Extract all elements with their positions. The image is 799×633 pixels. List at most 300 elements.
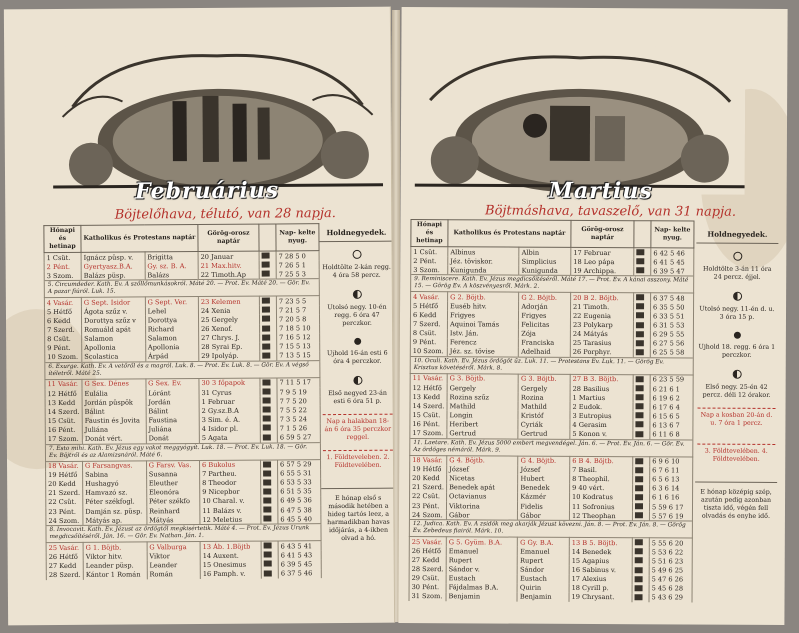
- day-number: 8: [412, 329, 418, 338]
- weekday: Csüt.: [419, 329, 437, 338]
- calendar-table: [409, 219, 695, 602]
- greek-saint: 24 Xenia: [198, 306, 259, 316]
- protestant-name: G Valburga: [147, 542, 200, 552]
- catholic-saint: Gyertyasz.B.A.: [81, 261, 145, 271]
- protestant-name: Benedek: [518, 483, 570, 492]
- sun-sign-note: Nap a halakban 18-án 6 óra 35 perczkor reggel.: [323, 414, 393, 442]
- zodiac-icon: [259, 261, 276, 270]
- protestant-name: Leander: [147, 560, 200, 569]
- day-number: 14: [412, 401, 421, 410]
- day-cell: [46, 498, 83, 507]
- sunrise-sunset: 6 23 5 59: [650, 375, 693, 385]
- day-number: 23: [48, 507, 57, 516]
- col-header-greek: Görög-orosz naptár: [571, 220, 634, 247]
- protestant-name: Lóránt: [146, 388, 199, 397]
- day-number: 11: [412, 374, 422, 383]
- weekday: Szerd.: [58, 407, 80, 416]
- greek-saint: 6 Bukolus: [200, 460, 261, 470]
- weekday: Vasár.: [59, 543, 80, 552]
- day-cell: [410, 373, 447, 383]
- greek-saint: 16 Pamph. v.: [200, 569, 261, 579]
- sunrise-sunset: 6 29 5 55: [650, 330, 693, 339]
- day-row: [46, 569, 321, 580]
- catholic-saint: Faustin és Jovita: [82, 416, 146, 426]
- sunrise-sunset: 6 5 6 13: [650, 475, 693, 484]
- catholic-saint: Viktor hitv.: [83, 552, 147, 562]
- day-cell: [410, 474, 447, 483]
- catholic-saint: Fájdalmas B.A.: [446, 583, 517, 592]
- zodiac-icon: [633, 384, 650, 393]
- day-cell: [46, 570, 83, 579]
- day-cell: [45, 407, 82, 416]
- day-cell: [410, 483, 447, 492]
- zodiac-icon: [260, 433, 277, 443]
- sunrise-sunset: 7 9 5 19: [277, 387, 320, 396]
- sunrise-sunset: 6 31 5 53: [650, 321, 693, 330]
- gospel-note: 9. Reminiscere. Kath. Ev. Jézus megdicsőítéséről. Máté 17. — Prot. Ev. A kánai asszony. Máté 15. — Görög Ev. A köszvényesről. Márk. 2.: [411, 275, 694, 293]
- moon-text: Holdtölte 3-án 11 óra 24 percz. éjjel.: [703, 265, 772, 281]
- catholic-saint: Ágota szűz v.: [81, 307, 145, 317]
- protestant-name: Gertrud: [518, 429, 570, 439]
- protestant-name: Benjamin: [517, 592, 569, 601]
- weekday: Pént.: [53, 344, 71, 353]
- greek-saint: 1 Martius: [570, 393, 633, 402]
- zodiac-icon: [634, 266, 651, 276]
- protestant-name: Cyriák: [518, 420, 570, 429]
- catholic-saint: Viktorina: [446, 501, 517, 510]
- catholic-saint: Octavianus: [447, 492, 518, 501]
- greek-saint: 12 Theophan: [569, 511, 632, 521]
- moon-first-quarter: [322, 374, 392, 406]
- catholic-saint: Benedek apát: [447, 483, 518, 492]
- protestant-name: Albin: [519, 247, 571, 257]
- zodiac-icon: [633, 330, 650, 339]
- calendar-body: [44, 251, 321, 580]
- greek-saint: 20 B 2. Böjtb.: [571, 293, 634, 303]
- zodiac-icon: [632, 575, 649, 584]
- day-cell: [409, 574, 446, 583]
- sunrise-sunset: 7 3 5 24: [277, 414, 320, 423]
- protestant-name: Lehel: [145, 306, 198, 315]
- day-cell: [44, 298, 81, 308]
- catholic-saint: Gábor: [446, 510, 517, 520]
- protestant-name: Apollonia: [145, 343, 198, 352]
- greek-saint: 21 Max.hitv.: [198, 261, 259, 271]
- catholic-saint: Emanuel: [446, 547, 517, 556]
- protestant-name: Árpád: [145, 352, 198, 362]
- zodiac-icon: [260, 351, 277, 361]
- new-moon-icon: [354, 338, 361, 345]
- weekday: Vasár.: [422, 537, 443, 546]
- day-number: 1: [46, 253, 51, 262]
- catholic-saint: Rozina szűz: [447, 392, 518, 401]
- day-number: 4: [413, 292, 418, 301]
- day-number: 24: [48, 516, 57, 525]
- day-number: 7: [47, 326, 52, 335]
- day-cell: [411, 256, 448, 265]
- moon-text: Utolsó negy. 11-én d. u. 3 óra 15 p.: [699, 305, 775, 321]
- day-cell: [410, 311, 447, 320]
- zodiac-icon: [260, 424, 277, 433]
- day-number: 31: [411, 592, 420, 601]
- moon-phases: [319, 223, 395, 544]
- sunrise-sunset: 6 45 5 40: [278, 514, 321, 524]
- greek-saint: 2 Eudok.: [570, 402, 633, 411]
- zodiac-icon: [632, 566, 649, 575]
- day-number: 13: [47, 398, 57, 407]
- catholic-saint: Donát vért.: [82, 434, 146, 444]
- sunrise-sunset: 6 55 5 31: [278, 469, 321, 478]
- catholic-saint: Salamon: [82, 334, 146, 344]
- day-cell: [409, 555, 446, 564]
- greek-saint: 11 Balázs v.: [200, 506, 261, 516]
- col-header-catholic: Katholikus és Protestans naptár: [81, 225, 198, 253]
- greek-saint: 1 Februar: [199, 397, 260, 407]
- day-row: [409, 592, 692, 603]
- col-header-zodiac: [634, 221, 651, 248]
- catholic-saint: Leander püsp.: [83, 561, 147, 571]
- zodiac-icon: [261, 506, 278, 515]
- protestant-name: Brigitta: [145, 252, 198, 262]
- catholic-saint: G 5. Gyüm. B.A.: [446, 537, 517, 547]
- sunrise-sunset: 7 23 5 5: [276, 296, 319, 306]
- day-number: 21: [412, 483, 421, 492]
- zodiac-icon: [633, 430, 650, 440]
- weekday: Csüt.: [422, 492, 440, 501]
- zodiac-icon: [633, 393, 650, 402]
- weekday: Kedd: [423, 392, 441, 401]
- day-cell: [46, 552, 83, 561]
- day-number: 5: [46, 307, 52, 316]
- catholic-saint: Hushagyó: [83, 479, 147, 489]
- day-cell: [410, 383, 447, 392]
- protestant-name: Eustach: [517, 574, 569, 583]
- day-number: 17: [412, 429, 421, 438]
- day-cell: [46, 543, 83, 553]
- weekday: Kedd: [422, 556, 440, 565]
- greek-saint: 16 Sabinus v.: [569, 565, 632, 574]
- calendar-table-wrap: [43, 223, 321, 580]
- gospel-note: 12. Judica. Kath. Ev. A zsidók meg akarják Jézust kövezni. Ján. 8. — Prot. Ev. Ján. 8. — Görög Ev. Zebedeus fiairól. Márk. 10.: [409, 520, 692, 538]
- catholic-saint: Nicetas: [447, 474, 518, 483]
- greek-saint: 3 Sim. é. A.: [199, 415, 260, 425]
- greek-saint: 20 Januar: [198, 251, 259, 261]
- catholic-saint: Romuáld apát: [82, 325, 146, 335]
- day-cell: [46, 507, 83, 516]
- gospel-note-row: [410, 438, 693, 456]
- protestant-name: Gábor: [518, 511, 570, 521]
- catholic-saint: Dorottya szűz v: [81, 316, 145, 326]
- weekday: Szom.: [52, 271, 74, 280]
- sunrise-sunset: 6 37 5 46: [278, 569, 321, 578]
- sunrise-sunset: 7 13 5 15: [277, 351, 320, 361]
- weekday: Pént.: [419, 256, 437, 265]
- sunrise-sunset: 6 43 5 41: [278, 541, 321, 551]
- catholic-saint: Ignácz püsp. v.: [81, 252, 145, 262]
- day-cell: [46, 461, 83, 471]
- day-number: 18: [412, 456, 421, 465]
- day-cell: [46, 489, 83, 498]
- gospel-note: 7. Esto mihi. Kath. Ev. Jézus egy vakot meggyógyít. Luk. 18. — Prot. Ev. Luk. 18. — Gör. Ev. Böjtről és az Alamizsnáról. Máté 6.: [45, 442, 320, 461]
- weekday: Hétfő: [58, 389, 77, 398]
- zodiac-icon: [634, 248, 651, 258]
- greek-saint: 22 Timoth.Ap: [198, 270, 259, 280]
- catholic-saint: Kántor 1 Román: [83, 570, 147, 580]
- greek-saint: 14 Benedek: [569, 547, 632, 556]
- greek-saint: 14 Auxent.: [200, 551, 261, 561]
- day-number: 28: [411, 565, 421, 574]
- col-header-day: Hónapi és hetinap: [411, 220, 448, 247]
- catholic-saint: G Sex. Dénes: [82, 379, 146, 389]
- sunrise-sunset: 5 59 6 17: [649, 502, 692, 511]
- day-number: 23: [411, 501, 421, 510]
- zodiac-icon: [633, 412, 650, 421]
- sunrise-sunset: 5 43 6 29: [649, 593, 692, 602]
- protestant-name: Susanna: [146, 470, 199, 479]
- weekday: Kedd: [422, 474, 440, 483]
- greek-saint: 12 Meletius: [200, 515, 261, 525]
- day-number: 6: [47, 317, 52, 326]
- weekday: Kedd: [53, 316, 71, 325]
- weekday: Szom.: [419, 265, 440, 274]
- day-number: 3: [413, 265, 418, 274]
- zodiac-icon: [632, 584, 649, 593]
- catholic-saint: Apollonia: [82, 343, 146, 353]
- catholic-saint: Bálint: [82, 407, 146, 417]
- weekday: Szom.: [422, 510, 443, 519]
- day-number: 21: [48, 489, 57, 498]
- protestant-name: Jordán: [146, 397, 199, 406]
- day-cell: [409, 546, 446, 555]
- sunrise-sunset: 7 16 5 12: [277, 333, 320, 342]
- protestant-name: Juliána: [146, 424, 199, 433]
- weekday: Pént.: [419, 338, 437, 347]
- greek-saint: 24 Mátyás: [570, 330, 633, 339]
- zodiac-icon: [261, 551, 278, 560]
- day-cell: [410, 455, 447, 465]
- catholic-saint: Heribert: [447, 420, 518, 429]
- greek-saint: 9 40 vért.: [570, 484, 633, 493]
- moon-last-quarter: [698, 290, 776, 322]
- protestant-name: Eleuther: [146, 479, 199, 488]
- day-number: 19: [412, 465, 421, 474]
- col-header-zodiac: [259, 224, 276, 251]
- weekday: Kedd: [59, 561, 77, 570]
- weekday: Szom.: [58, 516, 80, 525]
- day-cell: [410, 347, 447, 357]
- zodiac-icon: [633, 402, 650, 411]
- weekday: Csüt.: [58, 498, 77, 507]
- day-cell: [411, 247, 448, 257]
- weekday: Szom.: [422, 429, 444, 438]
- sunrise-sunset: 6 9 6 10: [650, 456, 693, 466]
- protestant-name: G Sex. Ev.: [146, 378, 199, 388]
- day-number: 10: [412, 347, 422, 356]
- sun-sign-note: Nap a kosban 20-án d. u. 7 óra 1 percz.: [697, 408, 775, 436]
- last-quarter-icon: [352, 290, 361, 299]
- col-header-greek: Görög-orosz naptár: [198, 224, 259, 251]
- catholic-saint: G Farsangvas.: [83, 460, 147, 470]
- greek-saint: 22 Eugenia: [570, 311, 633, 320]
- day-number: 19: [48, 471, 57, 480]
- zodiac-icon: [632, 538, 649, 548]
- catholic-saint: G Sept. Isidor: [81, 297, 145, 307]
- gospel-note: 6. Exurge. Kath. Ev. A vetőről és a magról. Luk. 8. — Prot. Ev. Luk. 8. — Gör. Ev. A végső ítéletről. Máté 25.: [45, 361, 320, 380]
- weekday: Csüt.: [58, 416, 76, 425]
- right-page: [398, 7, 787, 625]
- left-page: [4, 7, 395, 626]
- zodiac-icon: [261, 541, 278, 551]
- greek-saint: 26 Porphyr.: [570, 348, 633, 358]
- greek-saint: 28 Basilius: [570, 384, 633, 393]
- engraving-vignette: [52, 45, 383, 195]
- day-number: 5: [413, 301, 418, 310]
- greek-saint: 6 B 4. Böjtb.: [570, 456, 633, 466]
- day-number: 25: [48, 543, 58, 552]
- zodiac-icon: [260, 333, 277, 342]
- moon-new: [322, 336, 392, 366]
- catholic-saint: Péter székfogl.: [83, 497, 147, 507]
- last-quarter-icon: [733, 292, 742, 301]
- zodiac-icon: [634, 257, 651, 266]
- protestant-name: Quirin: [517, 583, 569, 592]
- gospel-note: 11. Laetare. Kath. Ev. Jézus 5000 embert megvendégel. Ján. 6. — Prot. Ev. Ján. 6. — Gör. Ev. Az ördöges némáról. Márk. 9.: [410, 438, 693, 456]
- catholic-saint: G 2. Böjtb.: [448, 292, 519, 302]
- weekday: Kedd: [58, 480, 76, 489]
- weekday: Kedd: [58, 398, 76, 407]
- catholic-saint: Scolastica: [82, 352, 146, 362]
- gospel-note-row: [411, 275, 694, 293]
- catholic-saint: Jéz. sz. tövise: [447, 347, 518, 357]
- catholic-saint: G 1. Böjtb.: [83, 542, 147, 552]
- day-cell: [44, 252, 81, 262]
- greek-saint: 4 Isidor pl.: [199, 424, 260, 434]
- day-number: 16: [47, 425, 57, 434]
- sunrise-sunset: 5 55 6 20: [649, 538, 692, 548]
- protestant-name: Salamon: [145, 334, 198, 343]
- sunrise-sunset: 6 35 5 50: [651, 303, 694, 312]
- greek-saint: 3 Eutropius: [570, 411, 633, 420]
- sunrise-sunset: 6 57 5 29: [278, 459, 321, 469]
- zodiac-icon: [260, 342, 277, 351]
- catholic-saint: Longin: [447, 411, 518, 420]
- day-cell: [410, 329, 447, 338]
- sunrise-sunset: 6 39 5 47: [651, 266, 694, 276]
- catholic-saint: Rupert: [446, 556, 517, 565]
- weekday: Szerd.: [59, 570, 81, 580]
- greek-saint: 18 Cyrill p.: [569, 584, 632, 593]
- catholic-saint: Mathild: [447, 401, 518, 410]
- sunrise-sunset: 5 47 6 26: [649, 575, 692, 584]
- day-number: 9: [412, 338, 418, 347]
- col-header-day: Hónapi és hetinap: [44, 225, 81, 252]
- day-cell: [45, 344, 82, 353]
- day-number: 12: [412, 383, 422, 392]
- zodiac-icon: [259, 306, 276, 315]
- weekday: Pént.: [422, 420, 440, 429]
- greek-saint: 4 Gerasim: [570, 420, 633, 429]
- weekday: Hétfő: [422, 546, 442, 556]
- day-cell: [46, 471, 83, 480]
- greek-saint: 7 Basil.: [570, 466, 633, 475]
- weekday: Pént.: [422, 501, 440, 510]
- zodiac-icon: [261, 560, 278, 569]
- col-header-catholic: Katholikus és Protestans naptár: [448, 220, 571, 248]
- sunrise-sunset: 6 41 5 43: [278, 551, 321, 560]
- catholic-saint: Sándor v.: [446, 565, 517, 574]
- zodiac-icon: [259, 270, 276, 280]
- zodiac-icon: [633, 466, 650, 475]
- sunrise-sunset: 7 21 5 7: [276, 306, 319, 315]
- day-cell: [410, 392, 447, 401]
- sunrise-sunset: 5 49 6 25: [649, 566, 692, 575]
- weekday: Szom.: [422, 592, 443, 601]
- zodiac-icon: [259, 315, 276, 324]
- gospel-note-row: [44, 279, 319, 298]
- weekday: Csüt.: [422, 574, 440, 583]
- protestant-name: Adelhaid: [519, 347, 571, 357]
- calendar-body: [409, 247, 694, 603]
- weekday: Hétfő: [422, 465, 442, 474]
- protestant-name: Hubert: [518, 474, 570, 483]
- first-quarter-icon: [353, 376, 362, 385]
- sunrise-sunset: 6 47 5 38: [278, 505, 321, 514]
- zodiac-icon: [632, 548, 649, 557]
- greek-saint: 28 Syrai Ep.: [199, 342, 260, 352]
- zodiac-icon: [260, 397, 277, 406]
- day-cell: [409, 501, 446, 510]
- greek-saint: 27 B 3. Böjtb.: [570, 374, 633, 384]
- day-cell: [45, 334, 82, 343]
- sunrise-sunset: 6 27 5 56: [650, 339, 693, 348]
- protestant-name: Frigyes: [519, 311, 571, 320]
- zodiac-icon: [633, 348, 650, 358]
- greek-saint: 15 Onesimus: [200, 560, 261, 570]
- day-cell: [410, 320, 447, 329]
- zodiac-icon: [632, 511, 649, 521]
- catholic-saint: G 4. Böjtb.: [447, 455, 518, 465]
- day-number: 20: [48, 480, 57, 489]
- protestant-name: Reinhard: [147, 506, 200, 515]
- sunrise-sunset: 7 20 5 8: [276, 315, 319, 324]
- weekday: Hétfő: [59, 552, 78, 561]
- catholic-saint: Istv. Ján.: [447, 329, 518, 338]
- col-header-sun: Nap- kelte nyug.: [276, 224, 319, 251]
- gospel-note-row: [409, 520, 692, 538]
- protestant-name: Kunigunda: [519, 266, 571, 276]
- sunrise-sunset: 6 1 6 16: [650, 493, 693, 502]
- day-number: 22: [412, 492, 421, 501]
- zodiac-icon: [261, 469, 278, 478]
- gospel-note-row: [45, 442, 320, 461]
- greek-saint: 26 Xenof.: [199, 324, 260, 334]
- zodiac-icon: [632, 557, 649, 566]
- greek-saint: 19 Archippa.: [571, 266, 634, 276]
- sunrise-sunset: 7 15 5 13: [277, 342, 320, 351]
- protestant-name: G Farsv. Vas.: [146, 460, 199, 470]
- weekday: Vasár.: [53, 298, 74, 307]
- weekday: Szerd.: [422, 483, 444, 492]
- zodiac-icon: [633, 375, 650, 385]
- day-cell: [410, 338, 447, 347]
- zodiac-icon: [261, 478, 278, 487]
- day-number: 26: [48, 552, 58, 561]
- moon-new: [698, 330, 776, 360]
- gospel-note: 8. Invocavit. Kath. Ev. Jézust az ördögtől megkisértetik. Máté 4. — Prot. Ev. Jézus Urunk megdicsőítéséről. Ján. 16. — Gör. Ev. Nathan. Ján. 1.: [46, 524, 321, 543]
- protestant-name: Gergely: [518, 384, 570, 393]
- day-cell: [45, 353, 82, 363]
- greek-saint: 2 Gy.sz.B.A: [199, 406, 260, 416]
